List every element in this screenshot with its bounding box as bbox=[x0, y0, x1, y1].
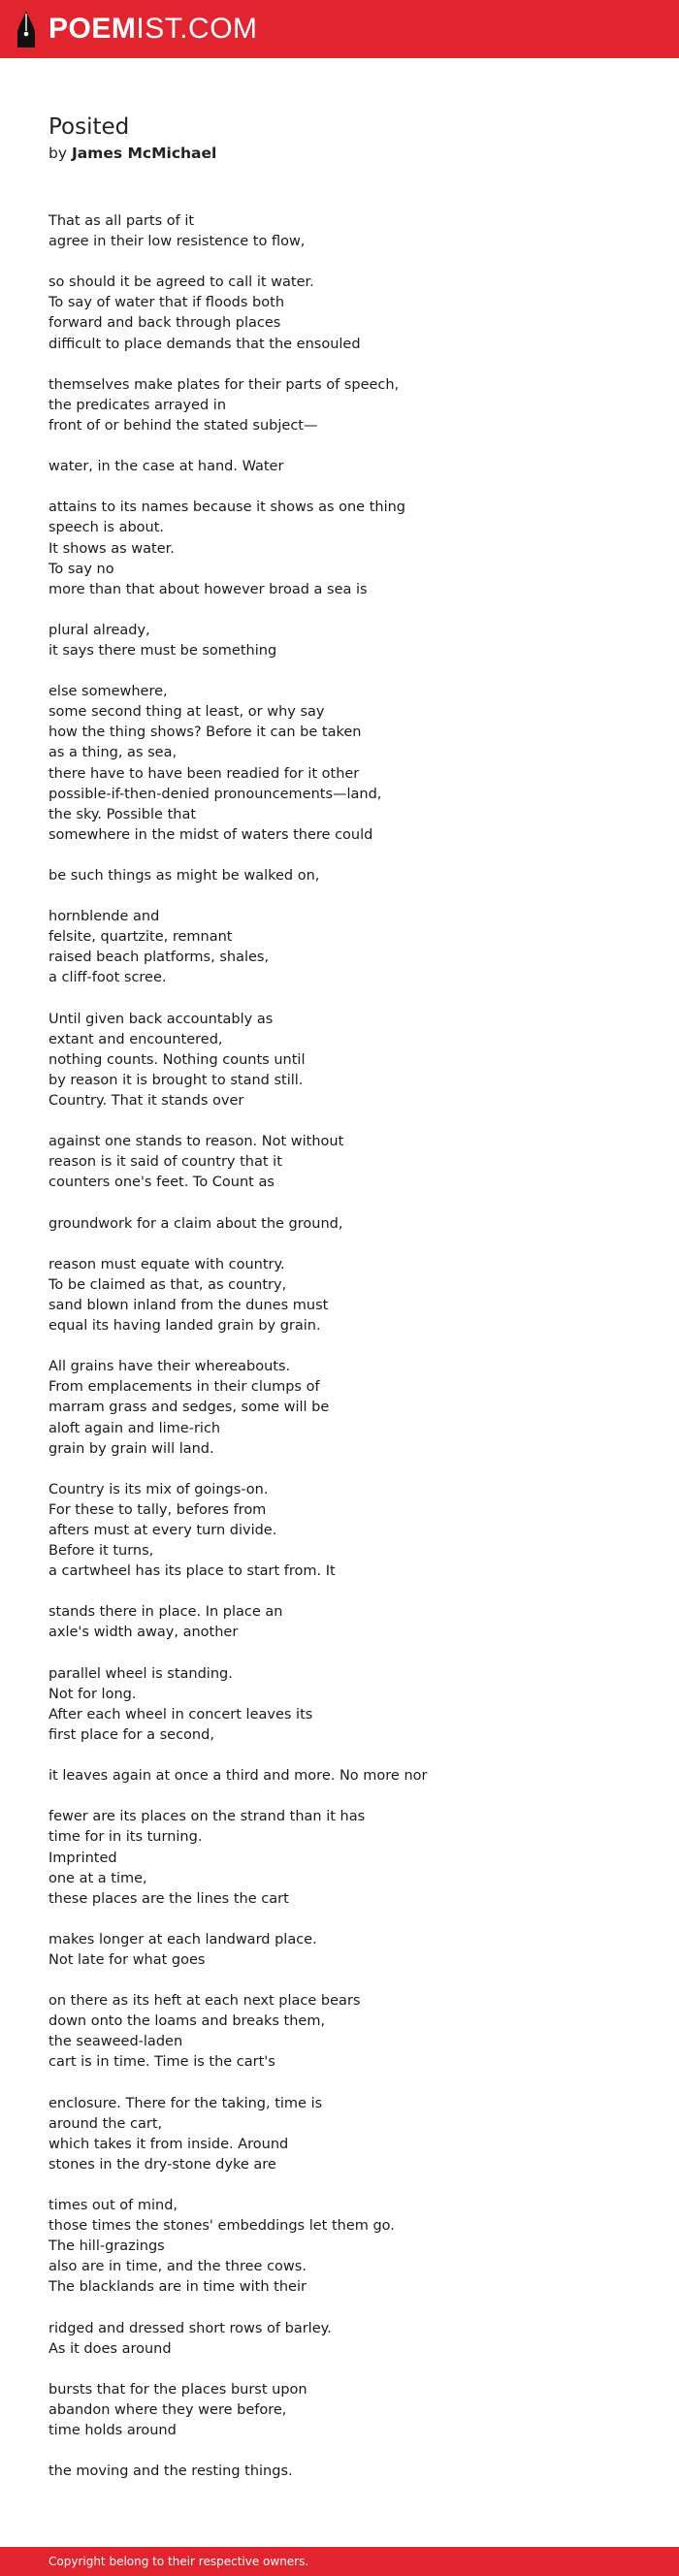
poem-line: enclosure. There for the taking, time is bbox=[48, 2095, 323, 2111]
poem-line: extant and encountered, bbox=[48, 1031, 223, 1047]
poem-line: a cliff-foot scree. bbox=[48, 970, 167, 986]
poem-line: the predicates arrayed in bbox=[48, 397, 227, 413]
poem-line: After each wheel in concert leaves its bbox=[48, 1706, 313, 1723]
poem-stanza bbox=[48, 498, 650, 599]
poem-line: ridged and dressed short rows of barley. bbox=[48, 2320, 332, 2336]
poem-line: front of or behind the stated subject— bbox=[48, 417, 318, 434]
poem-stanza bbox=[48, 2380, 650, 2441]
poem-line: axle's width away, another bbox=[48, 1625, 239, 1641]
poem-line: counters one's feet. To Count as bbox=[48, 1175, 275, 1191]
poem-line: agree in their low resistence to flow, bbox=[48, 234, 306, 250]
poem-stanza bbox=[48, 621, 650, 661]
poem-stanza bbox=[48, 2094, 650, 2175]
poem-line: so should it be agreed to call it water. bbox=[48, 274, 314, 291]
fountain-pen-nib-icon bbox=[16, 10, 37, 48]
poem-line: more than that about however broad a sea is bbox=[48, 581, 368, 597]
poem-line: how the thing shows? Before it can be taken bbox=[48, 724, 362, 741]
poem-stanza bbox=[48, 2319, 650, 2360]
poem-line: the sky. Possible that bbox=[48, 806, 197, 822]
poem-line: cart is in time. Time is the cart's bbox=[48, 2054, 275, 2071]
poem-line: time for in its turning. bbox=[48, 1829, 203, 1846]
poem-line: which takes it from inside. Around bbox=[48, 2136, 289, 2152]
poem-line: groundwork for a claim about the ground, bbox=[48, 1215, 343, 1232]
poem-line: nothing counts. Nothing counts until bbox=[48, 1051, 306, 1068]
poem-line: water, in the case at hand. Water bbox=[48, 459, 284, 475]
poem-line: For these to tally, befores from bbox=[48, 1501, 267, 1518]
logo-light-part: IST.COM bbox=[136, 13, 258, 45]
poem-stanza bbox=[48, 1010, 650, 1111]
poem-line: The hill-grazings bbox=[48, 2238, 165, 2255]
poem-line: aloft again and lime-rich bbox=[48, 1420, 221, 1436]
poem-line: also are in time, and the three cows. bbox=[48, 2259, 307, 2275]
poem-line: attains to its names because it shows as one thing bbox=[48, 499, 406, 516]
poem-stanza bbox=[48, 1991, 650, 2073]
poem-byline bbox=[48, 144, 216, 163]
copyright-notice: Copyright belong to their respective owners. bbox=[48, 2555, 309, 2568]
poem-line: stones in the dry-stone dyke are bbox=[48, 2156, 276, 2173]
poem-line: time holds around bbox=[48, 2423, 177, 2439]
poem-line: some second thing at least, or why say bbox=[48, 704, 325, 721]
poem-line: times out of mind, bbox=[48, 2198, 178, 2214]
poem-line: grain by grain will land. bbox=[48, 1440, 214, 1457]
poem-stanza bbox=[48, 1132, 650, 1193]
poem-line: the seaweed-laden bbox=[48, 2034, 183, 2050]
poem-line: To say no bbox=[48, 561, 114, 577]
poem-title: Posited bbox=[48, 114, 130, 140]
poem-line: All grains have their whereabouts. bbox=[48, 1359, 291, 1375]
poem-line: Country. That it stands over bbox=[48, 1093, 244, 1110]
poem-stanza bbox=[48, 866, 650, 886]
poem-line: Not for long. bbox=[48, 1686, 137, 1702]
poem-line: To say of water that if floods both bbox=[48, 295, 285, 311]
poem-line: it says there must be something bbox=[48, 642, 277, 659]
logo-bold-part: POEM bbox=[48, 13, 137, 45]
poem-line: themselves make plates for their parts of speech, bbox=[48, 376, 400, 393]
poem-stanza bbox=[48, 1480, 650, 1582]
poem-stanza bbox=[48, 1255, 650, 1336]
poem-line: parallel wheel is standing. bbox=[48, 1665, 233, 1682]
poem-line: possible-if-then-denied pronouncements—land, bbox=[48, 786, 382, 802]
poem-line: Imprinted bbox=[48, 1850, 117, 1866]
poem-line: it leaves again at once a third and more. No more nor bbox=[48, 1768, 428, 1785]
author-link[interactable]: James McMichael bbox=[71, 145, 217, 162]
poem-line: there have to have been readied for it other bbox=[48, 765, 360, 782]
poem-line: afters must at every turn divide. bbox=[48, 1523, 277, 1538]
poem-line: To be claimed as that, as country, bbox=[48, 1276, 287, 1293]
poem-line: Country is its mix of goings-on. bbox=[48, 1481, 269, 1497]
poem-line: felsite, quartzite, remnant bbox=[48, 929, 233, 946]
poem-stanza bbox=[48, 1930, 650, 1971]
poem-line: forward and back through places bbox=[48, 315, 281, 332]
poem-line: raised beach platforms, shales, bbox=[48, 950, 270, 966]
poem-stanza bbox=[48, 211, 650, 252]
poem-line: abandon where they were before, bbox=[48, 2402, 287, 2419]
poem-line: plural already, bbox=[48, 622, 150, 638]
poem-line: fewer are its places on the strand than it has bbox=[48, 1809, 366, 1825]
poem-line: speech is about. bbox=[48, 520, 165, 536]
poem-line: somewhere in the midst of waters there could bbox=[48, 826, 373, 843]
poem-line: reason must equate with country. bbox=[48, 1256, 285, 1272]
poem-stanza bbox=[48, 907, 650, 988]
poem-line: first place for a second, bbox=[48, 1726, 214, 1743]
poem-line: down onto the loams and breaks them, bbox=[48, 2013, 326, 2030]
poem-stanza bbox=[48, 1664, 650, 1746]
poem-line: reason is it said of country that it bbox=[48, 1154, 282, 1171]
poem-line: equal its having landed grain by grain. bbox=[48, 1318, 321, 1335]
poem-stanza bbox=[48, 1807, 650, 1909]
poem-stanza bbox=[48, 1602, 650, 1643]
poem-line: stands there in place. In place an bbox=[48, 1604, 283, 1621]
poem-line: else somewhere, bbox=[48, 684, 168, 700]
poem-stanza bbox=[48, 1214, 650, 1235]
poem-line: sand blown inland from the dunes must bbox=[48, 1297, 329, 1313]
site-footer bbox=[0, 2547, 679, 2576]
poem-line: marram grass and sedges, some will be bbox=[48, 1400, 330, 1416]
poem-line: the moving and the resting things. bbox=[48, 2463, 293, 2480]
poem-line: Until given back accountably as bbox=[48, 1011, 274, 1027]
poem-line: makes longer at each landward place. bbox=[48, 1931, 317, 1948]
byline-prefix: by bbox=[48, 145, 68, 162]
poem-line: around the cart, bbox=[48, 2115, 163, 2132]
poem-line: on there as its heft at each next place bears bbox=[48, 1993, 361, 2010]
poem-stanza bbox=[48, 682, 650, 846]
poem-line: these places are the lines the cart bbox=[48, 1890, 289, 1907]
poem-stanza bbox=[48, 273, 650, 354]
poem-line: As it does around bbox=[48, 2340, 172, 2357]
poem-line: by reason it is brought to stand still. bbox=[48, 1072, 304, 1088]
site-logo-link[interactable] bbox=[16, 10, 258, 48]
site-header bbox=[0, 0, 679, 58]
poem-body bbox=[48, 211, 650, 2503]
poem-stanza bbox=[48, 457, 650, 477]
poem-line: Before it turns, bbox=[48, 1543, 154, 1560]
poem-stanza bbox=[48, 2462, 650, 2482]
site-logo-text bbox=[48, 10, 258, 48]
poem-line: difficult to place demands that the ensouled bbox=[48, 336, 361, 352]
poem-line: Not late for what goes bbox=[48, 1951, 206, 1968]
poem-stanza bbox=[48, 2196, 650, 2298]
poem-line: hornblende and bbox=[48, 909, 160, 925]
poem-stanza bbox=[48, 1357, 650, 1459]
poem-stanza bbox=[48, 375, 650, 436]
poem-line: those times the stones' embeddings let them go. bbox=[48, 2218, 395, 2235]
poem-line: From emplacements in their clumps of bbox=[48, 1379, 320, 1396]
poem-line: against one stands to reason. Not without bbox=[48, 1134, 344, 1150]
poem-line: The blacklands are in time with their bbox=[48, 2279, 307, 2296]
poem-line: one at a time, bbox=[48, 1870, 147, 1886]
poem-line: That as all parts of it bbox=[48, 213, 195, 229]
poem-line: as a thing, as sea, bbox=[48, 745, 178, 761]
poem-line: bursts that for the places burst upon bbox=[48, 2381, 307, 2398]
poem-line: a cartwheel has its place to start from. It bbox=[48, 1563, 336, 1580]
poem-line: be such things as might be walked on, bbox=[48, 868, 320, 884]
poem-stanza bbox=[48, 1766, 650, 1787]
poem-line: It shows as water. bbox=[48, 540, 175, 557]
